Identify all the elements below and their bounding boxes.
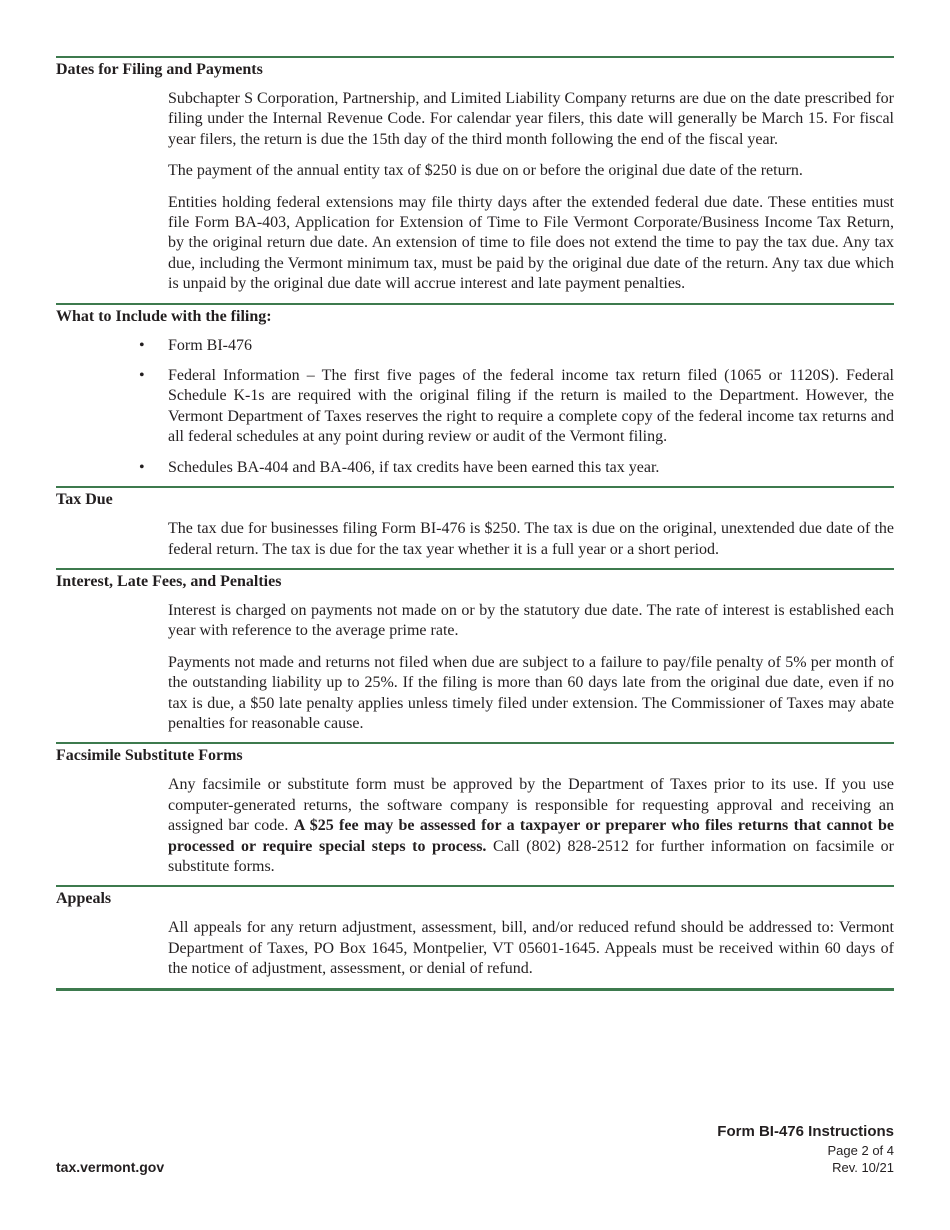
include-list: [56, 336, 894, 478]
bullet-icon: •: [139, 367, 145, 385]
website-link[interactable]: tax.vermont.gov: [56, 1159, 165, 1175]
instructions-page: [56, 56, 894, 991]
bullet-icon: •: [139, 336, 145, 354]
paragraph: Subchapter S Corporation, Partnership, and Limited Liability Company returns are due on the date prescribed for filing under the Internal Revenue Code. For calendar year filers, this date will generally be March 15. For fiscal year filers, the return is due the 15th day of the third month following the end of the fiscal year.: [168, 90, 894, 148]
paragraph: The payment of the annual entity tax of $250 is due on or before the original due date of the return.: [168, 162, 803, 180]
section-heading: Appeals: [56, 890, 112, 908]
section-tax-due: [56, 488, 894, 560]
section-heading: Dates for Filing and Payments: [56, 61, 263, 78]
bullet-icon: •: [139, 458, 145, 476]
list-item: • Form BI-476: [56, 336, 894, 356]
section-heading: Interest, Late Fees, and Penalties: [56, 572, 282, 590]
list-item: • Federal Information – The first five pages of the federal income tax return filed (1065 or 1120S). Federal Schedule K-1s are required with the original filing if the return is mailed to the Department. However, the Vermont Department of Taxes reserves the right to require a complete copy of the federal income tax returns and all federal schedules at any point during review or audit of the Vermont filing.: [139, 367, 894, 446]
paragraph: Entities holding federal extensions may file thirty days after the extended federal due date. These entities must file Form BA-403, Application for Extension of Time to File Vermont Corporate/Business Income Tax Return, by the original return due date. An extension of time to file does not extend the time to pay the tax due. Any tax due, including the Vermont minimum tax, must be paid by the original due date of the return. Any tax due which is unpaid by the original due date will accrue interest and late payment penalties.: [168, 193, 894, 293]
paragraph: Interest is charged on payments not made on or by the statutory due date. The rate of interest is established each year with reference to the average prime rate.: [168, 601, 894, 640]
bottom-rule: [56, 988, 894, 991]
footer-info: [717, 1122, 894, 1176]
paragraph: Any facsimile or substitute form must be approved by the Department of Taxes prior to its use. If you use computer-generated returns, the software company is responsible for requesting approval and receiving an assigned bar code. A $25 fee may be assessed for a taxpayer or preparer who files returns that cannot be processed or require special steps to process. Call (802) 828-2512 for further information on facsimile or substitute forms.: [168, 776, 895, 875]
paragraph: Payments not made and returns not filed when due are subject to a failure to pay/file penalty of 5% per month of the outstanding liability up to 25%. If the filing is more than 60 days late from the original due date, even if no tax is due, a $50 late penalty applies unless timely filed under extension. The Commissioner of Taxes may abate penalties for reasonable cause.: [168, 653, 894, 732]
revision-date: Rev. 10/21: [832, 1160, 894, 1175]
paragraph: All appeals for any return adjustment, assessment, bill, and/or reduced refund should be addressed to: Vermont Department of Taxes, PO Box 1645, Montpelier, VT 05601-1645. Appeals must be received within 60 days of the notice of adjustment, assessment, or denial of refund.: [168, 919, 894, 978]
form-title: Form BI-476 Instructions: [717, 1123, 894, 1140]
section-include: [56, 305, 894, 478]
section-appeals: [56, 887, 894, 979]
page-number: Page 2 of 4: [827, 1143, 894, 1158]
section-facsimile: [56, 744, 894, 877]
fee-warning: A $25 fee may be assessed for a taxpayer or preparer who files returns that cannot be processed or require special steps to process.: [168, 817, 895, 855]
list-item: • Schedules BA-404 and BA-406, if tax credits have been earned this tax year.: [56, 458, 894, 478]
section-dates: [56, 58, 894, 295]
section-heading: Tax Due: [56, 491, 113, 509]
section-heading: What to Include with the filing:: [56, 307, 272, 325]
paragraph: The tax due for businesses filing Form BI-476 is $250. The tax is due on the original, unextended due date of the federal return. The tax is due for the tax year whether it is a full year or a short period.: [168, 520, 894, 558]
section-heading: Facsimile Substitute Forms: [56, 747, 243, 765]
section-interest: [56, 570, 894, 734]
